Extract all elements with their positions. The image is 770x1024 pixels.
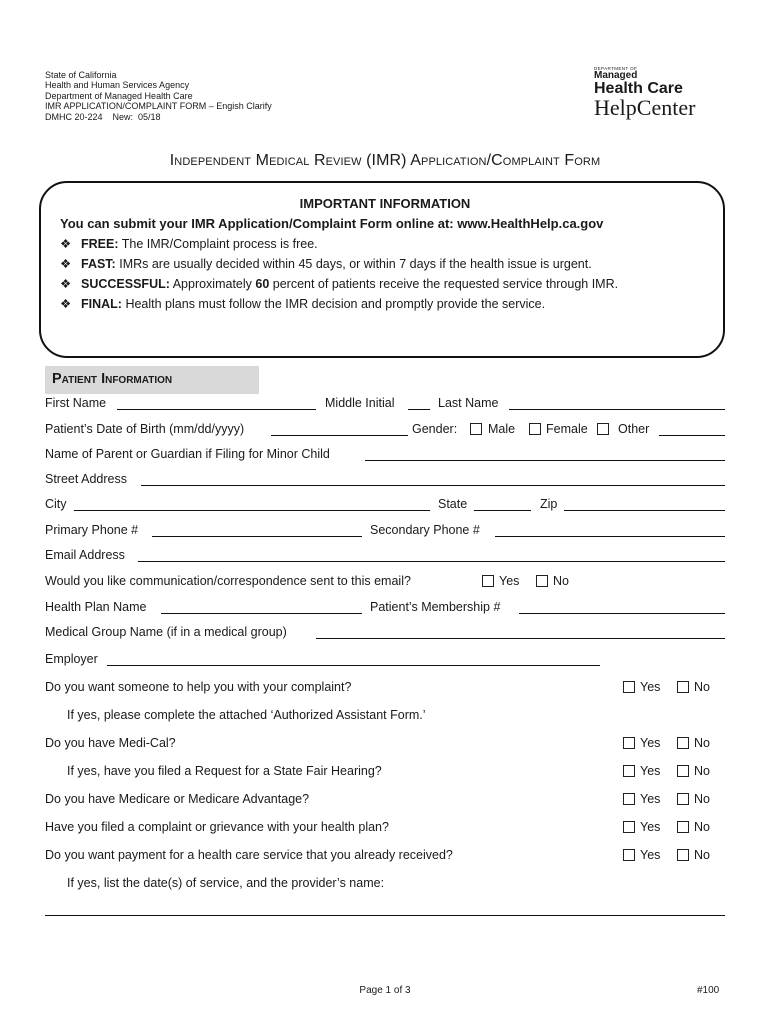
yes-label: Yes: [640, 792, 661, 806]
email-yes-checkbox[interactable]: [482, 575, 494, 587]
payment-yes-checkbox[interactable]: [623, 849, 635, 861]
no-label: No: [694, 680, 710, 694]
medical-group-label: Medical Group Name (if in a medical group): [45, 625, 287, 639]
yes-label: Yes: [640, 680, 661, 694]
medicare-yes-checkbox[interactable]: [623, 793, 635, 805]
section-patient-information: Patient Information: [45, 366, 259, 394]
no-label: No: [694, 764, 710, 778]
female-label: Female: [546, 422, 588, 436]
email-consent-question: Would you like communication/correspondence sent to this email?: [45, 574, 411, 588]
header-line: IMR APPLICATION/COMPLAINT FORM – Engish Clarify: [45, 101, 272, 112]
fair-hearing-yes-checkbox[interactable]: [623, 765, 635, 777]
no-label: No: [694, 792, 710, 806]
yes-label: Yes: [640, 848, 661, 862]
state-label: State: [438, 497, 468, 511]
header-line: DMHC 20-224 New: 05/18: [45, 111, 161, 122]
last-name-field[interactable]: [509, 409, 725, 410]
guardian-label: Name of Parent or Guardian if Filing for Minor Child: [45, 447, 330, 461]
medi-cal-yes-checkbox[interactable]: [623, 737, 635, 749]
important-heading: IMPORTANT INFORMATION: [299, 196, 471, 211]
zip-field[interactable]: [564, 510, 725, 511]
question-fair-hearing: If yes, have you filed a Request for a State Fair Hearing?: [67, 764, 382, 778]
medical-group-field[interactable]: [316, 638, 725, 639]
diamond-bullet-icon: ❖: [60, 237, 72, 251]
bullet-free: ❖ FREE: The IMR/Complaint process is free.: [60, 237, 318, 251]
diamond-bullet-icon: ❖: [60, 257, 72, 271]
payment-no-checkbox[interactable]: [677, 849, 689, 861]
no-label: No: [553, 574, 569, 588]
health-plan-label: Health Plan Name: [45, 600, 147, 614]
gender-male-checkbox[interactable]: [470, 423, 482, 435]
bullet-fast: ❖ FAST: IMRs are usually decided within 45 days, or within 7 days if the health issue is urgent.: [60, 257, 592, 271]
question-medicare: Do you have Medicare or Medicare Advantage?: [45, 792, 310, 806]
online-submit-text: You can submit your IMR Application/Complaint Form online at: www.HealthHelp.ca.gov: [60, 216, 604, 231]
first-name-label: First Name: [45, 396, 107, 410]
yes-label: Yes: [640, 820, 661, 834]
yes-label: Yes: [640, 736, 661, 750]
question-help: Do you want someone to help you with your complaint?: [45, 680, 352, 694]
gender-female-checkbox[interactable]: [529, 423, 541, 435]
state-field[interactable]: [474, 510, 531, 511]
email-no-checkbox[interactable]: [536, 575, 548, 587]
question-payment: Do you want payment for a health care service that you already received?: [45, 848, 453, 862]
gender-other-field[interactable]: [659, 435, 725, 436]
no-label: No: [694, 820, 710, 834]
fair-hearing-no-checkbox[interactable]: [677, 765, 689, 777]
logo-help-center: HelpCenter: [594, 95, 696, 120]
no-label: No: [694, 736, 710, 750]
diamond-bullet-icon: ❖: [60, 297, 72, 311]
header-line: Health and Human Services Agency: [45, 80, 190, 91]
header-line: State of California: [45, 70, 117, 80]
question-service-dates: If yes, list the date(s) of service, and the provider’s name:: [67, 876, 385, 890]
help-no-checkbox[interactable]: [677, 681, 689, 693]
city-label: City: [45, 497, 67, 511]
last-name-label: Last Name: [438, 396, 499, 410]
dob-field[interactable]: [271, 435, 408, 436]
agency-header: [45, 70, 272, 122]
other-label: Other: [618, 422, 650, 436]
help-yes-checkbox[interactable]: [623, 681, 635, 693]
grievance-yes-checkbox[interactable]: [623, 821, 635, 833]
question-grievance: Have you filed a complaint or grievance with your health plan?: [45, 820, 389, 834]
first-name-field[interactable]: [117, 409, 316, 410]
no-label: No: [694, 848, 710, 862]
question-medi-cal: Do you have Medi-Cal?: [45, 736, 176, 750]
service-dates-field[interactable]: [45, 915, 725, 916]
street-field[interactable]: [141, 485, 725, 486]
secondary-phone-label: Secondary Phone #: [370, 523, 480, 537]
medicare-no-checkbox[interactable]: [677, 793, 689, 805]
dmhc-logo: [594, 66, 716, 124]
membership-label: Patient’s Membership #: [370, 600, 501, 614]
diamond-bullet-icon: ❖: [60, 277, 72, 291]
question-help-followup: If yes, please complete the attached ‘Authorized Assistant Form.’: [67, 708, 426, 722]
bullet-successful: ❖ SUCCESSFUL: Approximately 60 percent of patients receive the requested service through IMR.: [60, 277, 619, 291]
dob-label: Patient’s Date of Birth (mm/dd/yyyy): [45, 422, 245, 436]
form-title: Independent Medical Review (IMR) Application/Complaint Form: [169, 152, 601, 169]
primary-phone-field[interactable]: [152, 536, 362, 537]
guardian-field[interactable]: [365, 460, 725, 461]
form-code: #100: [697, 985, 720, 996]
logo-managed: Managed: [594, 70, 638, 81]
middle-initial-field[interactable]: [408, 409, 430, 410]
zip-label: Zip: [540, 497, 558, 511]
page-number: Page 1 of 3: [359, 985, 411, 996]
health-plan-field[interactable]: [161, 613, 362, 614]
grievance-no-checkbox[interactable]: [677, 821, 689, 833]
middle-initial-label: Middle Initial: [325, 396, 395, 410]
yes-label: Yes: [499, 574, 520, 588]
email-field[interactable]: [138, 561, 725, 562]
primary-phone-label: Primary Phone #: [45, 523, 139, 537]
gender-other-checkbox[interactable]: [597, 423, 609, 435]
bullet-final: ❖ FINAL: Health plans must follow the IMR decision and promptly provide the service.: [60, 297, 546, 311]
header-line: Department of Managed Health Care: [45, 90, 193, 101]
medi-cal-no-checkbox[interactable]: [677, 737, 689, 749]
employer-label: Employer: [45, 652, 98, 666]
gender-label: Gender:: [412, 422, 458, 436]
logo-health-care: Health Care: [594, 80, 683, 97]
employer-field[interactable]: [107, 665, 600, 666]
male-label: Male: [488, 422, 516, 436]
logo-dept: DEPARTMENT OF: [594, 66, 638, 71]
membership-field[interactable]: [519, 613, 725, 614]
yes-label: Yes: [640, 764, 661, 778]
street-label: Street Address: [45, 472, 127, 486]
email-label: Email Address: [45, 548, 125, 562]
city-field[interactable]: [74, 510, 430, 511]
secondary-phone-field[interactable]: [495, 536, 725, 537]
